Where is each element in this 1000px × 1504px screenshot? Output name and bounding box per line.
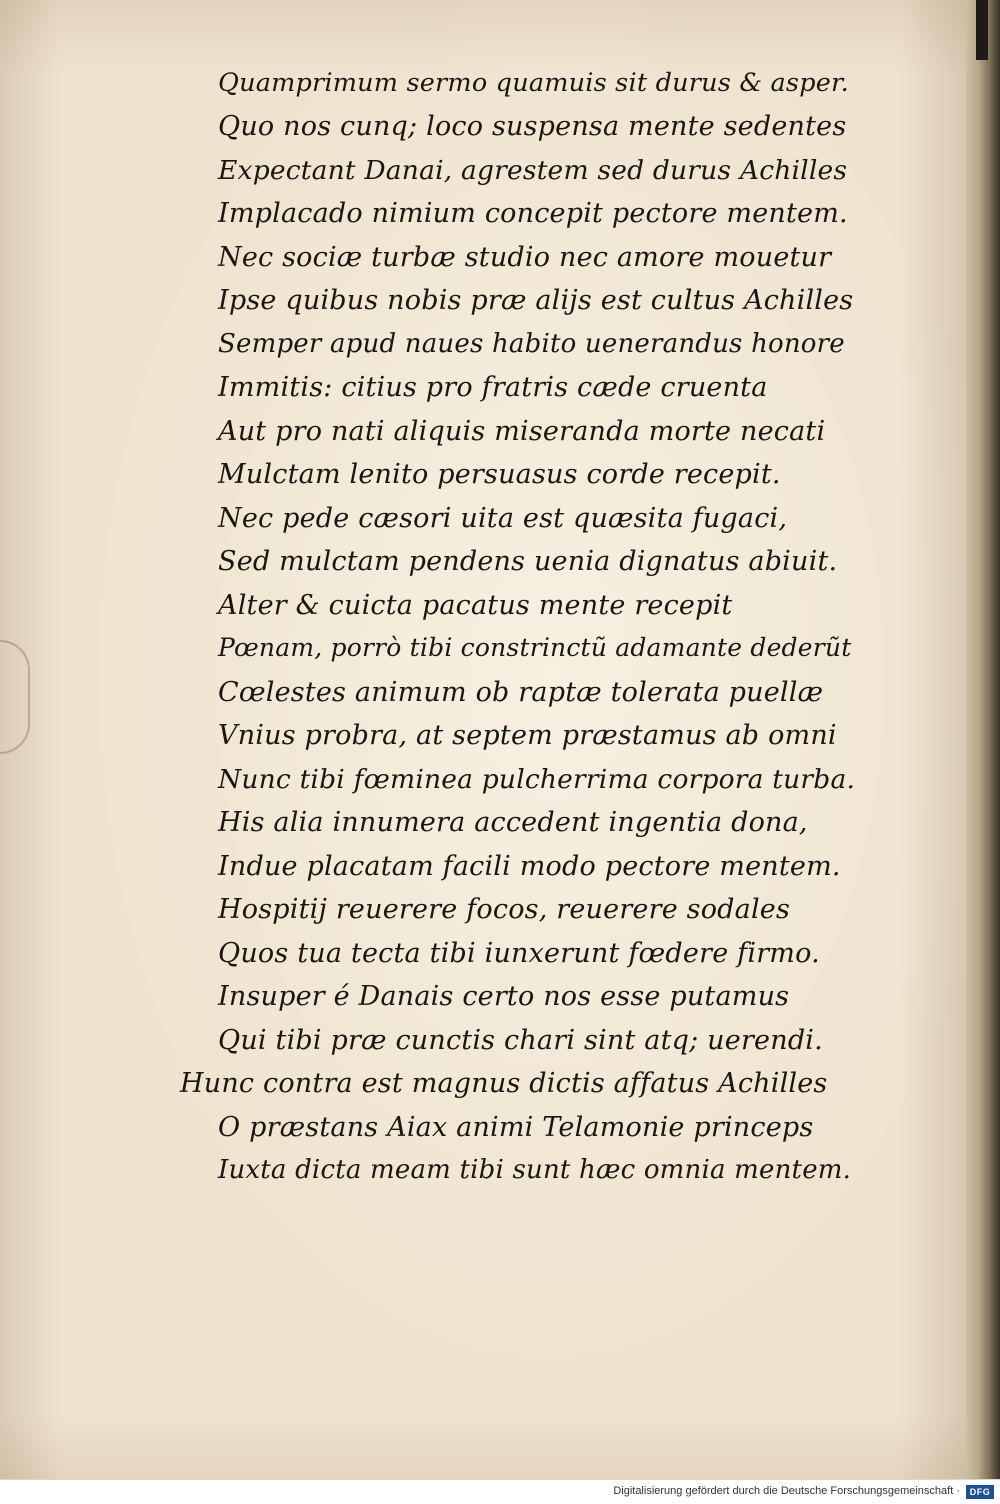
verse-line: Aut pro nati aliquis miseranda morte necati — [218, 416, 826, 447]
verse-line: Quos tua tecta tibi iunxerunt fœdere firmo. — [218, 938, 820, 969]
funding-credit: Digitalisierung gefördert durch die Deutsche Forschungsgemeinschaft · — [613, 1485, 960, 1497]
spine-edge — [976, 0, 988, 60]
verse-line: O præstans Aiax animi Telamonie princeps — [218, 1112, 814, 1143]
verse-line: Implacado nimium concepit pectore mentem. — [218, 198, 848, 229]
verse-line: Insuper é Danais certo nos esse putamus — [218, 981, 790, 1012]
verse-line: Iuxta dicta meam tibi sunt hæc omnia mentem. — [218, 1155, 852, 1185]
dfg-logo: DFG — [966, 1485, 994, 1499]
verse-line: Immitis: citius pro fratris cæde cruenta — [218, 372, 768, 403]
verse-line: Nunc tibi fœminea pulcherrima corpora turba. — [218, 764, 856, 795]
verse-line: Sed mulctam pendens uenia dignatus abiuit. — [218, 546, 838, 577]
verse-line: His alia innumera accedent ingentia dona, — [218, 807, 808, 838]
verse-line: Nec sociæ turbæ studio nec amore mouetur — [218, 242, 832, 273]
digitization-footer — [0, 1479, 1000, 1504]
verse-line: Qui tibi præ cunctis chari sint atq; uerendi. — [218, 1025, 823, 1056]
verse-line: Nec pede cæsori uita est quæsita fugaci, — [218, 503, 788, 534]
verse-line: Quo nos cunq; loco suspensa mente sedentes — [218, 111, 847, 142]
verse-line: Alter & cuicta pacatus mente recepit — [218, 590, 733, 621]
clasp-mark — [0, 640, 30, 754]
verse-line: Expectant Danai, agrestem sed durus Achilles — [218, 155, 848, 186]
verse-line: Hunc contra est magnus dictis affatus Achilles — [180, 1068, 828, 1099]
verse-line: Cœlestes animum ob raptæ tolerata puellæ — [218, 677, 824, 708]
verse-line: Vnius probra, at septem præstamus ab omni — [218, 720, 837, 751]
verse-line: Pœnam, porrò tibi constrinctũ adamante dederũt — [218, 633, 852, 662]
verse-line: Ipse quibus nobis præ alijs est cultus Achilles — [218, 285, 854, 316]
verse-line: Quamprimum sermo quamuis sit durus & asper. — [218, 68, 849, 98]
verse-line: Indue placatam facili modo pectore mentem. — [218, 851, 841, 882]
verse-line: Semper apud naues habito uenerandus honore — [218, 329, 845, 359]
book-spine — [966, 0, 1000, 1480]
verse-line: Mulctam lenito persuasus corde recepit. — [218, 459, 781, 490]
verse-line: Hospitij reuerere focos, reuerere sodales — [218, 894, 791, 925]
